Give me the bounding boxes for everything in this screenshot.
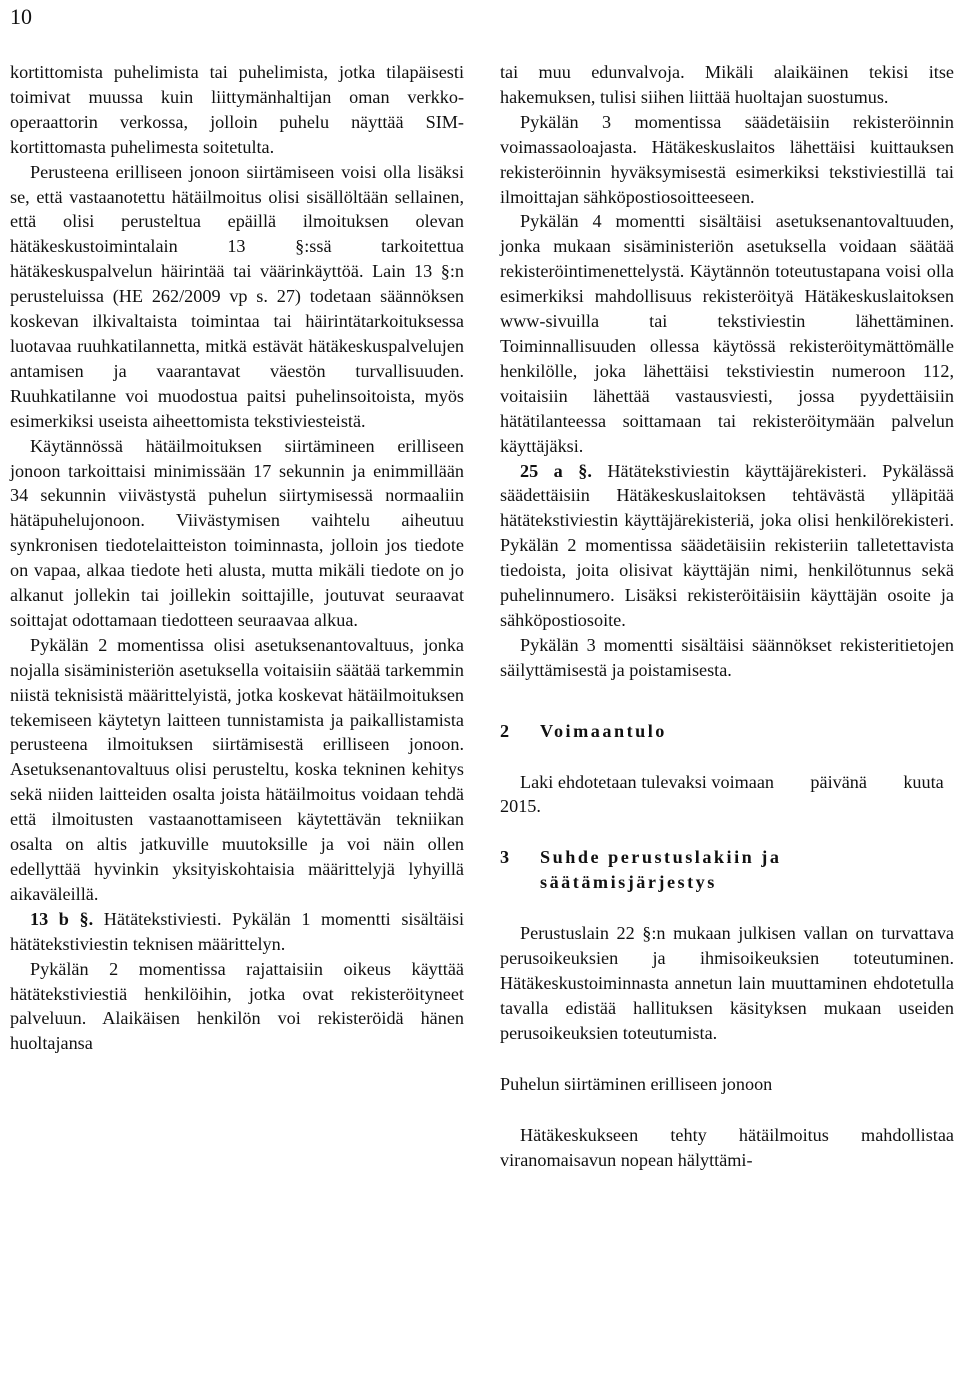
right-column [500, 60, 954, 1172]
paragraph: Laki ehdotetaan tulevaksi voimaan päivänä kuuta 2015. [500, 771, 949, 817]
paragraph: Käytännössä hätäilmoituksen siirtämineen erilliseen jonoon tarkoittaisi minimissään 17 sekunnin ja enimmillään 34 sekunnin viivästystä puhelun siirtymisessä normaaliin hätäpuhelujonoon. Viivästymisen vaihtelu aiheutuu synkronisen tiedotelaitteiston toiminnasta, jolloin jos tiedote on vapaa, alkaa tiedote heti alusta, mutta mikäli tiedote on jo alkanut jollekin tai joillekin soittajille, joutuvat seuraavat soittajat odottamaan tiedotteen seuraavaa alkua. [10, 435, 464, 630]
subheading: Puhelun siirtäminen erilliseen jonoon [500, 1073, 773, 1094]
paragraph: Perustuslain 22 §:n mukaan julkisen vallan on turvattava perusoikeuksien ja ihmisoikeuksien toteutuminen. Hätäkeskustoiminnasta annetun lain muuttaminen ehdotetulla tavalla edistää hallituksen käsityksen mukaan useiden perusoikeuksien toteutumista. [500, 923, 954, 1043]
paragraph: kortittomista puhelimista tai puhelimista, jotka tilapäisesti toimivat muussa kuin liittymänhaltijan oman verkko-operaattorin verkossa, jolloin puhelu näyttää SIM-kortittomasta puhelimesta soitetulta. [10, 62, 464, 157]
section-ref: 25 a §. [520, 460, 592, 481]
heading-number: 3 [500, 847, 512, 868]
heading-text: Voimaantulo [540, 720, 667, 741]
heading-text: Suhde perustuslakiin ja säätämisjärjestys [540, 847, 782, 893]
paragraph: Perusteena erilliseen jonoon siirtämiseen voisi olla lisäksi se, että vastaanotettu hätäilmoitus olisi sisällöltään sellainen, että olisi perusteltua epäillä ilmoituksen olevan hätäkeskustoimintalain 13 §:ssä tarkoitettua hätäkeskuspalvelun häirintää tai väärinkäyttöä. Lain 13 §:n perusteluissa (HE 262/2009 vp s. 27) todetaan säännöksen koskevan ilkivaltaista toimintaa tai häirintätarkoituksessa luotavaa ruuhkatilannetta, mitkä estävät hätäkeskuspalvelujen antamisen ja vaarantavat väestön turvallisuuden. Ruuhkatilanne voi muodostua paitsi puhelinsoitoista, myös esimerkiksi useista aiheettomista tekstiviesteistä. [10, 161, 464, 431]
section-paragraph [10, 907, 464, 957]
heading-number: 2 [500, 720, 512, 741]
section-ref: 13 b §. [30, 908, 94, 929]
paragraph: Pykälän 3 momentissa säädetäisiin rekisteröinnin voimassaoloajasta. Hätäkeskuslaitos lähettäisi kuittauksen rekisteröinnin hyväksymisestä esimerkiksi tekstiviestillä tai ilmoittajan sähköpostiosoitteeseen. [500, 111, 954, 207]
left-column [10, 60, 464, 1056]
paragraph: Pykälän 3 momentti sisältäisi säännökset rekisteritietojen säilyttämisestä ja poistamisesta. [500, 634, 954, 680]
section-heading [500, 845, 954, 895]
section-paragraph [500, 459, 954, 633]
page-number: 10 [10, 4, 32, 29]
section-text: Hätätekstiviesti. Pykälän 1 momentti sisältäisi hätätekstiviestin teknisen määrittelyn. [10, 908, 464, 954]
paragraph: Pykälän 2 momentissa olisi asetuksenantovaltuus, jonka nojalla sisäministeriön asetuksella voitaisiin säätää tarkemmin niistä teknisistä määrittelyistä, jotka koskevat hätäilmoituksen tekemiseen käytetyn laitteen tunnistamista ja paikallistamista perusteena ilmoituksen siirtämisestä erilliseen jonoon. Asetuksenantovaltuus olisi perusteltu, koska tekninen kehitys sekä niiden laitteiden osalta joista hätäilmoitus voidaan tehdä että ilmoitusten vastaanottamiseen käytettävän tekniikan osalta on altis jatkuville muutoksille ja voi näin ollen edellyttää hyvinkin yksityiskohtaisia määrittelyjä lyhyillä aikaväleillä. [10, 634, 464, 904]
paragraph: tai muu edunvalvoja. Mikäli alaikäinen tekisi itse hakemuksen, tulisi siihen liittää huoltajan suostumus. [500, 62, 954, 107]
section-text: Hätätekstiviestin käyttäjärekisteri. Pykälässä säädettäisiin Hätäkeskuslaitoksen tehtävästä ylläpitää hätätekstiviestin käyttäjärekisteriä, joka olisi henkilörekisteri. Pykälän 2 momentissa säädetäisiin rekisteriin talletettavista tiedoista, joita olisivat käyttäjän nimi, henkilötunnus sekä puhelinnumero. Lisäksi rekisteröitäisiin käyttäjän osoite ja sähköpostiosoite. [500, 460, 954, 630]
paragraph: Hätäkeskukseen tehty hätäilmoitus mahdollistaa viranomaisavun nopean hälyttämi- [500, 1124, 954, 1170]
paragraph: Pykälän 2 momentissa rajattaisiin oikeus käyttää hätätekstiviestiä henkilöihin, jotka ovat rekisteröityneet palveluun. Alaikäisen henkilön voi rekisteröidä hänen huoltajansa [10, 958, 464, 1054]
paragraph: Pykälän 4 momentti sisältäisi asetuksenantovaltuuden, jonka mukaan sisäministeriön asetuksella voidaan säätää rekisteröintimenettelystä. Käytännön toteutustapana voisi olla esimerkiksi mahdollisuus rekisteröityä Hätäkeskuslaitoksen www-sivuilla tai tekstiviestin lähettäminen. Toiminnallisuuden ollessa käytössä rekisteröitymättömälle henkilölle, joka lähettäisi tekstiviestin numeroon 112, voitaisiin lähettää vastausviesti, jossa pyydettäisiin hätätilanteessa soittamaan tai rekisteröitymään palvelun käyttäjäksi. [500, 211, 954, 456]
section-heading [500, 719, 954, 744]
